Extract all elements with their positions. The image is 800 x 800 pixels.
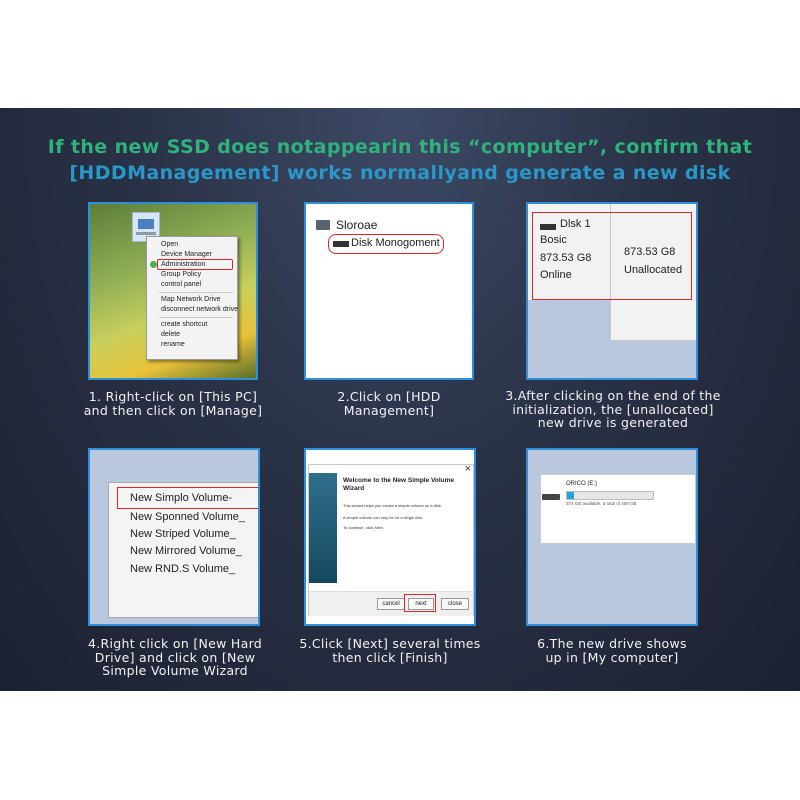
cancel-button[interactable]: cancel [377, 598, 405, 610]
close-icon[interactable]: × [464, 463, 471, 475]
step-3-screenshot [526, 202, 698, 380]
wizard-text-2: A simple volume can only be on a single disk. [343, 515, 424, 520]
menu-divider [159, 317, 233, 318]
wizard-text-1: This wizard helps you create a simple volume on a disk. [343, 503, 442, 508]
step-1-screenshot [88, 202, 258, 380]
menu-item-disconnect-network-drive[interactable]: disconnect network drive [161, 306, 239, 313]
new-disk-highlight [532, 212, 692, 300]
wizard-title-line-2: Wizard [343, 485, 365, 492]
wizard-text-3: To continue, click Next. [343, 525, 384, 530]
menu-item-device-manager[interactable]: Device Manager [161, 251, 212, 258]
step-4-caption-line-3: Simple Volume Wizard [102, 663, 248, 678]
menu-item-new-spanned-volume[interactable]: New Sponned Volume_ [130, 511, 245, 523]
drive-usage-fill [567, 492, 574, 499]
menu-item-delete[interactable]: delete [161, 331, 181, 338]
step-1-caption-line-2: and then click on [Manage] [83, 402, 263, 418]
step-2-caption-line-1: 2.Click on [HDD [337, 389, 441, 404]
storage-icon [316, 220, 330, 230]
close-button[interactable]: close [441, 598, 469, 610]
drive-icon [542, 494, 560, 500]
step-3-caption-line-3: new drive is generated [537, 415, 689, 430]
menu-item-new-striped-volume[interactable]: New Striped Volume_ [130, 528, 236, 540]
drive-usage-bar [566, 491, 654, 500]
wizard-title-line-1: Welcome to the New Simple Volume [343, 477, 455, 484]
menu-item-new-simple-volume[interactable]: New Simplo Volume- [130, 492, 233, 504]
menu-item-new-mirrored-volume[interactable]: New Mirrored Volume_ [130, 545, 242, 557]
step-1-caption-line-1: 1. Right-click on [This PC] [88, 389, 258, 404]
tree-item-disk-management[interactable]: Disk Monogoment [351, 237, 440, 249]
wizard-title [343, 477, 469, 493]
disk-size: 873.53 G8 [540, 252, 592, 264]
administration-highlight [157, 259, 233, 270]
unallocated-size: 873.53 G8 [624, 246, 676, 258]
wizard-banner [309, 473, 337, 583]
step-2-caption [304, 390, 474, 417]
disk-type: Bosic [540, 234, 567, 246]
step-3-caption-line-1: 3.After clicking on the end of the [505, 388, 721, 403]
menu-item-control-panel[interactable]: control panel [161, 281, 202, 288]
step-5-screenshot [304, 448, 476, 626]
menu-divider [159, 292, 233, 293]
step-3-caption-line-2: initialization, the [unallocated] [512, 401, 714, 417]
wizard-window [308, 464, 474, 616]
unallocated-label[interactable]: Unallocated [624, 264, 683, 276]
step-2-screenshot [304, 202, 474, 380]
disk-name: Dlsk 1 [560, 218, 591, 230]
step-5-caption-line-2: then click [Finish] [332, 649, 448, 665]
menu-item-group-policy[interactable]: Group Policy [161, 271, 202, 278]
drive-name[interactable]: ORICO (E:) [566, 481, 597, 487]
step-4-caption [70, 637, 280, 678]
step-5-caption-line-1: 5.Click [Next] several times [299, 636, 481, 651]
step-2-caption-line-2: Management] [343, 402, 435, 418]
headline-line-2: [HDDManagement] works normallyand generate a new disk [69, 162, 731, 184]
step-6-caption-line-2: up in [My computer] [545, 649, 679, 665]
menu-item-create-shortcut[interactable]: create shortcut [161, 321, 208, 328]
disk-icon [333, 241, 349, 247]
next-button[interactable]: next [408, 598, 434, 610]
step-6-screenshot [526, 448, 698, 626]
step-5-caption [290, 637, 490, 664]
menu-item-rename[interactable]: rename [161, 341, 185, 348]
drive-panel [540, 474, 696, 544]
next-button-highlight [404, 594, 436, 612]
step-4-caption-line-2: Drive] and click on [New [94, 649, 256, 665]
drive-free-space: 374 GB available, a total of 408 GB [566, 501, 637, 506]
context-menu [146, 236, 238, 360]
step-6-caption [512, 637, 712, 664]
step-4-screenshot [88, 448, 260, 626]
step-4-caption-line-1: 4.Right click on [New Hard [87, 636, 263, 651]
step-3-caption [500, 389, 726, 430]
tree-item-storage[interactable]: Sloroae [336, 218, 378, 232]
menu-item-map-network-drive[interactable]: Map Network Drive [161, 296, 221, 303]
menu-item-administration[interactable]: Administration [161, 261, 206, 268]
menu-item-open[interactable]: Open [161, 241, 179, 248]
headline-line-1: If the new SSD does notappearin this “computer”, confirm that [47, 136, 753, 158]
step-1-caption [70, 390, 276, 417]
menu-item-new-raid5-volume[interactable]: New RND.S Volume_ [130, 563, 236, 575]
disk-status: Online [540, 269, 572, 281]
step-6-caption-line-1: 6.The new drive shows [537, 636, 687, 651]
shield-icon [150, 261, 157, 268]
